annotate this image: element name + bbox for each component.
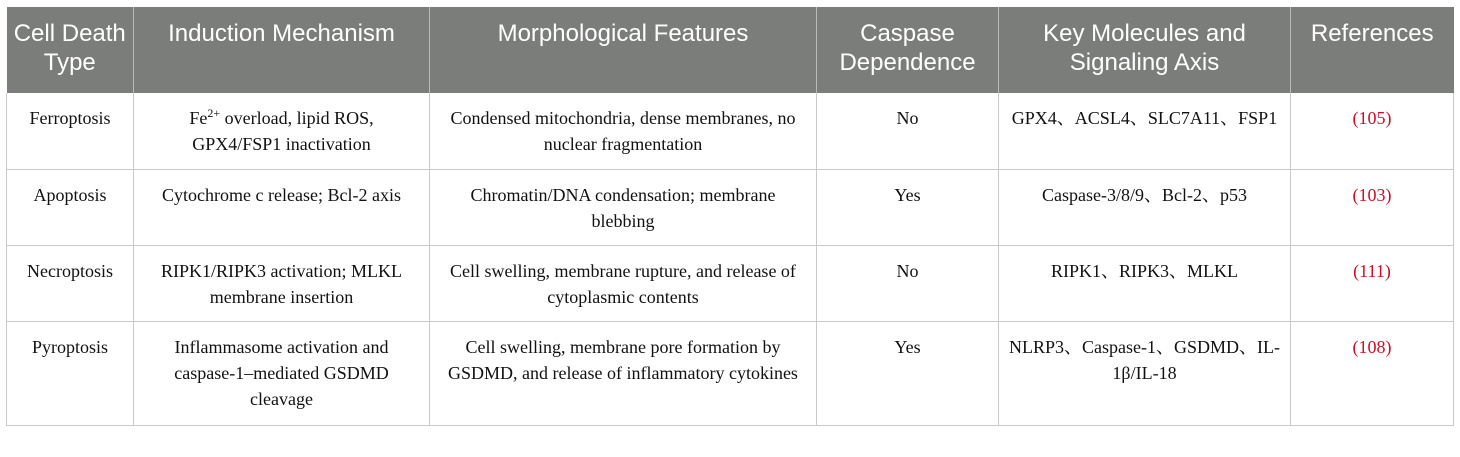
paren-open: ( (1352, 184, 1359, 205)
key-molecules: RIPK1、RIPK3、MLKL (999, 245, 1291, 321)
cell-death-type: Ferroptosis (7, 93, 134, 169)
induction-mechanism (134, 93, 430, 169)
key-molecules: GPX4、ACSL4、SLC7A11、FSP1 (999, 93, 1291, 169)
header-key-molecules: Key Molecules and Signaling Axis (999, 7, 1291, 93)
induction-mechanism: Cytochrome c release; Bcl-2 axis (134, 169, 430, 245)
caspase-dependence: Yes (817, 321, 999, 425)
reference-link[interactable]: 111 (1359, 260, 1385, 281)
reference-link[interactable]: 105 (1358, 108, 1386, 128)
table-header (7, 7, 1454, 93)
induction-mechanism: RIPK1/RIPK3 activation; MLKL membrane insertion (134, 245, 430, 321)
paren-close: ) (1385, 336, 1392, 357)
caspase-dependence: No (817, 93, 999, 169)
reference-cell (1291, 321, 1454, 425)
morphological-features: Cell swelling, membrane rupture, and release of cytoplasmic contents (430, 245, 817, 321)
table-row (7, 245, 1454, 321)
paren-open: ( (1353, 260, 1360, 281)
induction-mechanism: Inflammasome activation and caspase-1–mediated GSDMD cleavage (134, 321, 430, 425)
superscript-charge: 2+ (207, 106, 221, 120)
table-row (7, 321, 1454, 425)
cell-death-type: Pyroptosis (7, 321, 134, 425)
paren-close: ) (1385, 184, 1392, 205)
reference-cell (1291, 93, 1454, 169)
cell-death-table-container (6, 7, 1453, 426)
header-cell-death-type: Cell Death Type (7, 7, 134, 93)
header-morphological-features: Morphological Features (430, 7, 817, 93)
paren-close: ) (1384, 260, 1391, 281)
caspase-dependence: No (817, 245, 999, 321)
morphological-features: Condensed mitochondria, dense membranes, no nuclear fragmentation (430, 93, 817, 169)
morphological-features: Chromatin/DNA condensation; membrane blebbing (430, 169, 817, 245)
mechanism-text: Fe (189, 108, 208, 128)
header-references: References (1291, 7, 1454, 93)
header-row (7, 7, 1454, 93)
table-row (7, 93, 1454, 169)
header-caspase-dependence: Caspase Dependence (817, 7, 999, 93)
caspase-dependence: Yes (817, 169, 999, 245)
paren-open: ( (1352, 336, 1359, 357)
cell-death-type: Necroptosis (7, 245, 134, 321)
mechanism-text-rest: overload, lipid ROS, GPX4/FSP1 inactivation (192, 108, 374, 154)
table-row (7, 169, 1454, 245)
paren-close: ) (1385, 108, 1392, 128)
key-molecules: NLRP3、Caspase-1、GSDMD、IL-1β/IL-18 (999, 321, 1291, 425)
morphological-features: Cell swelling, membrane pore formation by GSDMD, and release of inflammatory cytokines (430, 321, 817, 425)
reference-link[interactable]: 108 (1358, 336, 1386, 357)
cell-death-type: Apoptosis (7, 169, 134, 245)
reference-cell (1291, 169, 1454, 245)
cell-death-comparison-table (6, 7, 1454, 426)
key-molecules: Caspase-3/8/9、Bcl-2、p53 (999, 169, 1291, 245)
reference-cell (1291, 245, 1454, 321)
paren-open: ( (1352, 108, 1359, 128)
reference-link[interactable]: 103 (1358, 184, 1386, 205)
header-induction-mechanism: Induction Mechanism (134, 7, 430, 93)
table-body (7, 93, 1454, 425)
